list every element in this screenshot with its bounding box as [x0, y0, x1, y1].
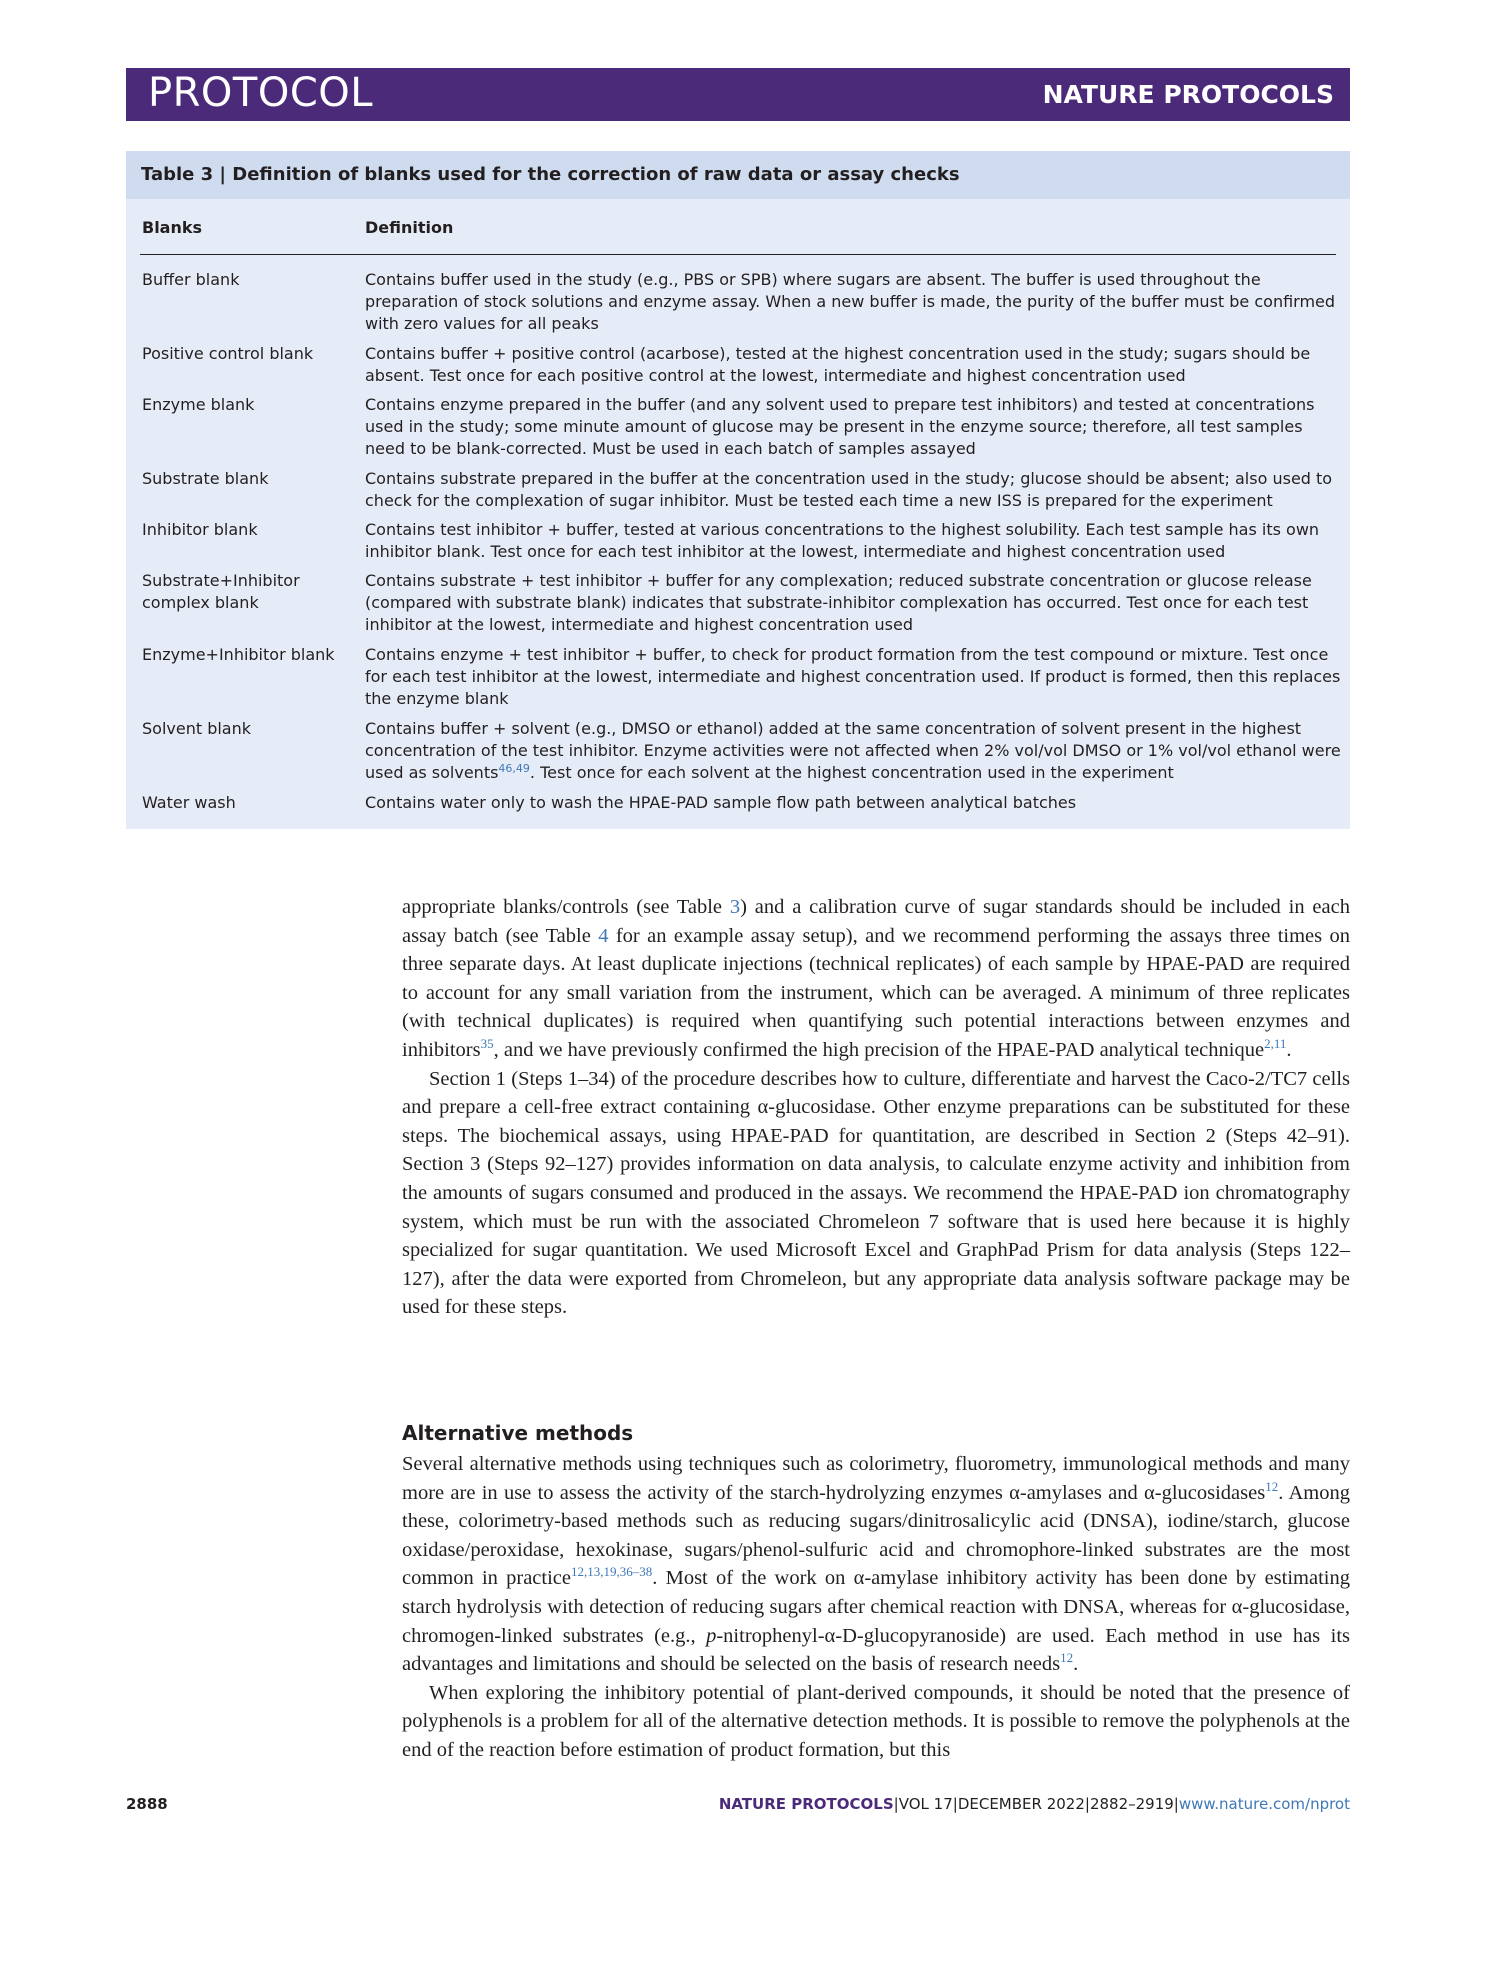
citation-ref[interactable]: 2,11 — [1264, 1035, 1287, 1051]
footer-citation: NATURE PROTOCOLS|VOL 17|DECEMBER 2022|2882–2919|www.nature.com/nprot — [718, 1795, 1350, 1813]
blank-name: Water wash — [142, 793, 236, 812]
citation-ref[interactable]: 12 — [1060, 1650, 1074, 1666]
blank-name: Substrate blank — [142, 469, 269, 488]
blank-name: Positive control blank — [142, 344, 314, 363]
header-rule — [140, 254, 1336, 255]
article-type-label: PROTOCOL — [148, 70, 374, 116]
blank-definition: Contains enzyme + test inhibitor + buffer, to check for product formation from the test compound or mixture. Test once for each test inhibitor at the lowest, intermediate and highest concentration used. If product is formed, then this replaces the enzyme blank — [365, 645, 1341, 708]
blank-definition: Contains substrate + test inhibitor + buffer for any complexation; reduced substrate concentration or glucose release (compared with substrate blank) indicates that substrate-inhibitor complexation has occurred. Test once for each test inhibitor at the lowest, intermediate and highest concentration used — [365, 571, 1312, 634]
blank-name: Inhibitor blank — [142, 520, 258, 539]
header-banner — [126, 68, 1350, 121]
blank-definition: Contains substrate prepared in the buffer at the concentration used in the study; glucose should be absent; also used to check for the complexation of sugar inhibitor. Must be tested each time a new ISS is prepared for the experiment — [365, 469, 1333, 510]
blank-name: Enzyme blank — [142, 395, 255, 414]
footer-url-link[interactable]: www.nature.com/nprot — [1178, 1795, 1350, 1813]
body-text-lower — [402, 1450, 1350, 1765]
section-heading: Alternative methods — [402, 1421, 634, 1445]
column-header-definition: Definition — [365, 218, 454, 237]
blank-definition: Contains buffer + positive control (acarbose), tested at the highest concentration used in the study; sugars should be absent. Test once for each positive control at the lowest, intermediate and highest concentration used — [365, 344, 1311, 385]
blank-name: Substrate+Inhibitor complex blank — [142, 571, 300, 612]
blank-definition: Contains enzyme prepared in the buffer (and any solvent used to prepare test inhibitors) and tested at concentrations used in the study; some minute amount of glucose may be present in the enzyme source; therefore, all test samples need to be blank-corrected. Must be used in each batch of samples assayed — [365, 395, 1315, 458]
blank-name: Solvent blank — [142, 719, 252, 738]
table-link[interactable]: 4 — [598, 924, 609, 947]
citation-ref[interactable]: 46,49 — [498, 762, 530, 775]
body-text-upper — [402, 893, 1350, 1322]
table-3 — [126, 151, 1350, 829]
column-header-blanks: Blanks — [142, 218, 203, 237]
blank-name: Buffer blank — [142, 270, 240, 289]
footer-pages: 2882–2919 — [1089, 1795, 1174, 1813]
paragraph: Section 1 (Steps 1–34) of the procedure describes how to culture, differentiate and harvest the Caco-2/TC7 cells and prepare a cell-free extract containing α-glucosidase. Other enzyme preparations can be substituted for these steps. The biochemical assays, using HPAE-PAD for quantitation, are described in Section 2 (Steps 42–91). Section 3 (Steps 92–127) provides information on data analysis, to calculate enzyme activity and inhibition from the amounts of sugars consumed and produced in the assays. We recommend the HPAE-PAD ion chromatography system, which must be run with the associated Chromeleon 7 software that is used here because it is highly specialized for sugar quantitation. We used Microsoft Excel and GraphPad Prism for data analysis (Steps 122–127), after the data were exported from Chromeleon, but any appropriate data analysis software package may be used for these steps. — [402, 1067, 1350, 1319]
citation-ref[interactable]: 12 — [1265, 1478, 1279, 1494]
blank-definition: Contains buffer used in the study (e.g., PBS or SPB) where sugars are absent. The buffer is used throughout the preparation of stock solutions and enzyme assay. When a new buffer is made, the purity of the buffer must be confirmed with zero values for all peaks — [365, 270, 1336, 333]
paragraph: When exploring the inhibitory potential of plant-derived compounds, it should be noted that the presence of polyphenols is a problem for all of the alternative detection methods. It is possible to remove the polyphenols at the end of the reaction before estimation of product formation, but this — [402, 1681, 1350, 1761]
paragraph: Several alternative methods using techniques such as colorimetry, fluorometry, immunological methods and many more are in use to assess the activity of the starch-hydrolyzing enzymes α-amylases and α-glucosidases$^{12}$. Among these, colorimetry-based methods such as reducing sugars/dinitrosalicylic acid (DNSA), iodine/starch, glucose oxidase/peroxidase, hexokinase, sugars/phenol-sulfuric acid and chromophore-linked substrates are the most common in practice$^{12,13,19,36-38}$. Most of the work on α-amylase inhibitory activity has been done by estimating starch hydrolysis with detection of reducing sugars after chemical reaction with DNSA, whereas for α-glucosidase, chromogen-linked substrates (e.g., p-nitrophenyl-α-D-glucopyranoside) are used. Each method in use has its advantages and limitations and should be selected on the basis of research needs$^{12}$. — [402, 1453, 1350, 1676]
citation-ref[interactable]: 12,13,19,36–38 — [571, 1564, 653, 1580]
table-title: Table 3 | Definition of blanks used for the correction of raw data or assay checks — [126, 151, 1350, 199]
footer-journal: NATURE PROTOCOLS — [718, 1795, 894, 1813]
blank-definition: Contains test inhibitor + buffer, tested at various concentrations to the highest solubility. Each test sample has its own inhibitor blank. Test once for each test inhibitor at the lowest, intermediate and highest concentration used — [365, 520, 1320, 561]
paragraph: appropriate blanks/controls (see Table 3) and a calibration curve of sugar standards should be included in each assay batch (see Table 4 for an example assay setup), and we recommend performing the assays three times on three separate days. At least duplicate injections (technical replicates) of each sample by HPAE-PAD are required to account for any small variation from the instrument, which can be averaged. A minimum of three replicates (with technical duplicates) is required when quantifying such potential interactions between enzymes and inhibitors$^{35}$, and we have previously confirmed the high precision of the HPAE-PAD analytical technique$^{2,11}$. — [402, 896, 1350, 1061]
blank-name: Enzyme+Inhibitor blank — [142, 645, 335, 664]
journal-name-header: NATURE PROTOCOLS — [1042, 80, 1334, 109]
page-number: 2888 — [126, 1795, 168, 1813]
blank-definition: Contains water only to wash the HPAE-PAD sample flow path between analytical batches — [365, 793, 1077, 812]
table-link[interactable]: 3 — [729, 896, 741, 918]
footer-volume: VOL 17 — [898, 1795, 953, 1813]
citation-ref[interactable]: 35 — [480, 1035, 494, 1051]
footer-date: DECEMBER 2022 — [957, 1795, 1085, 1813]
blank-definition: Contains buffer + solvent (e.g., DMSO or ethanol) added at the same concentration of solvent present in the highest concentration of the test inhibitor. Enzyme activities were not affected when 2% vol/vol DMSO or 1% vol/vol ethanol were used as solvents$^{46,49}$. Test once for each solvent at the highest concentration used in the experiment — [365, 719, 1341, 782]
